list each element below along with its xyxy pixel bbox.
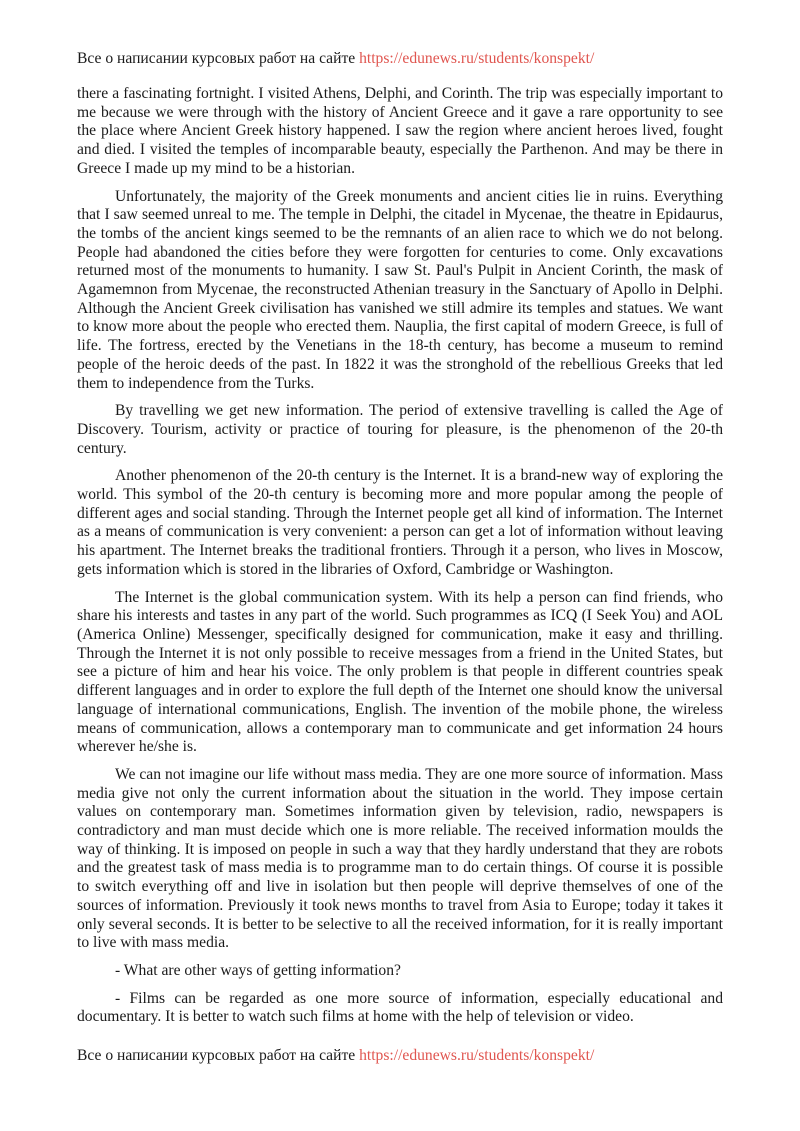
footer-text: Все о написании курсовых работ на сайте — [77, 1047, 360, 1064]
paragraph: - What are other ways of getting information? — [115, 961, 401, 979]
footer-link[interactable]: https://edunews.ru/students/konspekt/ — [359, 1047, 595, 1064]
paragraph: Unfortunately, the majority of the Greek monuments and ancient cities lie in ruins. Everything that I saw seemed unreal to me. The temple in Delphi, the citadel in Mycenae, the theatre in Epidaurus, the tombs of the ancient kings seemed to be the remnants of an alien race to which we do not belong. People had abandoned the cities before they were forgotten for centuries to come. Only excavations returned most of the monuments to humanity. I saw St. Paul's Pulpit in Ancient Corinth, the mask of Agamemnon from Mycenae, the reconstructed Athenian treasury in the Sanctuary of Apollo in Delphi. Although the Ancient Greek civilisation has vanished we still admire its temples and statues. We want to know more about the people who erected them. Nauplia, the first capital of modern Greece, is full of life. The fortress, erected by the Venetians in the 18-th century, has become a museum to remind people of the heroic deeds of the past. In 1822 it was the stronghold of the rebellious Greeks that led them to independence from the Turks. — [77, 187, 723, 392]
paragraph: By travelling we get new information. The period of extensive travelling is called the Age of Discovery. Tourism, activity or practice of touring for pleasure, is the phenomenon of the 20-th century. — [77, 402, 723, 457]
document-body — [77, 85, 723, 1036]
paragraph: - Films can be regarded as one more source of information, especially educational and documentary. It is better to watch such films at home with the help of television or video. — [77, 989, 723, 1026]
page-footer — [77, 1046, 594, 1065]
header-text: Все о написании курсовых работ на сайте — [77, 50, 360, 67]
paragraph: Another phenomenon of the 20-th century is the Internet. It is a brand-new way of exploring the world. This symbol of the 20-th century is becoming more and more popular among the people of different ages and social standing. Through the Internet people get all kind of information. The Internet as a means of communication is very convenient: a person can get a lot of information without leaving his apartment. The Internet breaks the traditional frontiers. Through it a person, who lives in Moscow, gets information which is stored in the libraries of Oxford, Cambridge or Washington. — [77, 467, 723, 578]
paragraph: there a fascinating fortnight. I visited Athens, Delphi, and Corinth. The trip was especially important to me because we were through with the history of Ancient Greece and it gave a rare opportunity to see the place where Ancient Greek history happened. I saw the region where ancient heroes lived, fought and died. I visited the temples of incomparable beauty, especially the Parthenon. And may be there in Greece I made up my mind to be a historian. — [77, 85, 723, 177]
header-link[interactable]: https://edunews.ru/students/konspekt/ — [359, 50, 595, 67]
page-header — [77, 49, 594, 68]
paragraph: The Internet is the global communication system. With its help a person can find friends, who share his interests and tastes in any part of the world. Such programmes as ICQ (I Seek You) and AOL (America Online) Messenger, specifically designed for communication, make it easy and thrilling. Through the Internet it is not only possible to receive messages from a friend in the United States, but see a picture of him and hear his voice. The only problem is that people in different countries speak different languages and in order to explore the full depth of the Internet one should know the universal language of international communications, English. The invention of the mobile phone, the wireless means of communication, allows a contemporary man to communicate and get information 24 hours wherever he/she is. — [77, 588, 723, 756]
paragraph: We can not imagine our life without mass media. They are one more source of information. Mass media give not only the current information about the situation in the world. They impose certain values on contemporary man. Sometimes information given by television, radio, newspapers is contradictory and man must decide which one is more reliable. The received information moulds the way of thinking. It is imposed on people in such a way that they hardly understand that they are robots and the greatest task of mass media is to programme man to do certain things. Of course it is possible to switch everything off and live in isolation but then people will deprive themselves of one of the sources of information. Previously it took news months to travel from Asia to Europe; today it takes it only several seconds. It is better to be selective to all the received information, for it is really important to live with mass media. — [77, 765, 723, 952]
